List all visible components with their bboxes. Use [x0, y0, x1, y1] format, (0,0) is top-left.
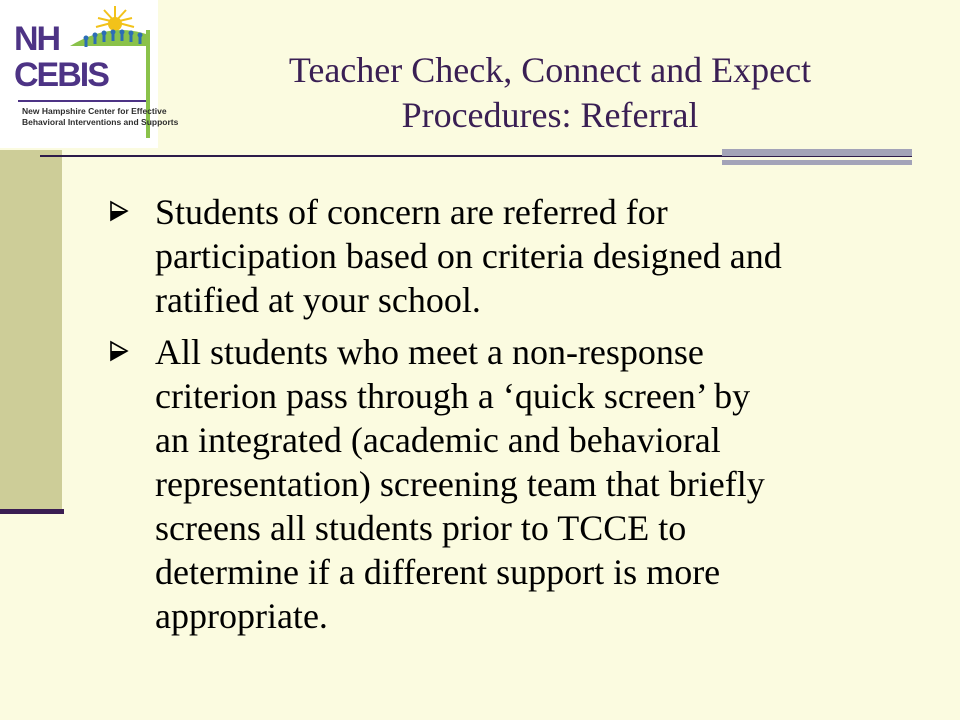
- slide-title-line: Teacher Check, Connect and Expect: [288, 50, 812, 90]
- bullet-item: [108, 330, 908, 638]
- left-accent-bar: [0, 150, 62, 512]
- bullet-line: Students of concern are referred for: [155, 192, 668, 232]
- title-divider-accent-bottom: [722, 160, 912, 165]
- slide-title: [190, 48, 910, 138]
- logo-nh-text: NH: [14, 20, 60, 58]
- bullet-line: appropriate.: [155, 596, 328, 636]
- title-divider-accent-top: [722, 149, 912, 156]
- bullet-line: representation) screening team that briefly: [155, 464, 765, 504]
- bullet-line: participation based on criteria designed and: [155, 236, 782, 276]
- arrow-bullet-icon: [108, 340, 130, 362]
- nh-cebis-logo: [0, 0, 179, 148]
- bullet-line: screens all students prior to TCCE to: [155, 508, 687, 548]
- logo-subtitle: [22, 106, 179, 127]
- logo-cebis-text: CEBIS: [14, 56, 108, 94]
- bullet-line: criterion pass through a ‘quick screen’ by: [155, 376, 751, 416]
- bullet-line: All students who meet a non-response: [155, 332, 704, 372]
- logo-subtitle-line: New Hampshire Center for Effective: [22, 106, 167, 116]
- arrow-bullet-icon: [108, 200, 130, 222]
- bullet-text: [155, 330, 908, 638]
- bullet-line: ratified at your school.: [155, 280, 481, 320]
- bullet-list: [108, 190, 908, 646]
- bullet-line: an integrated (academic and behavioral: [155, 420, 721, 460]
- slide-title-line: Procedures: Referral: [401, 95, 699, 135]
- bullet-item: [108, 190, 908, 322]
- logo-subtitle-line: Behavioral Interventions and Supports: [22, 116, 179, 127]
- bullet-line: determine if a different support is more: [155, 552, 721, 592]
- bullet-text: [155, 190, 908, 322]
- left-accent-rule: [0, 509, 64, 514]
